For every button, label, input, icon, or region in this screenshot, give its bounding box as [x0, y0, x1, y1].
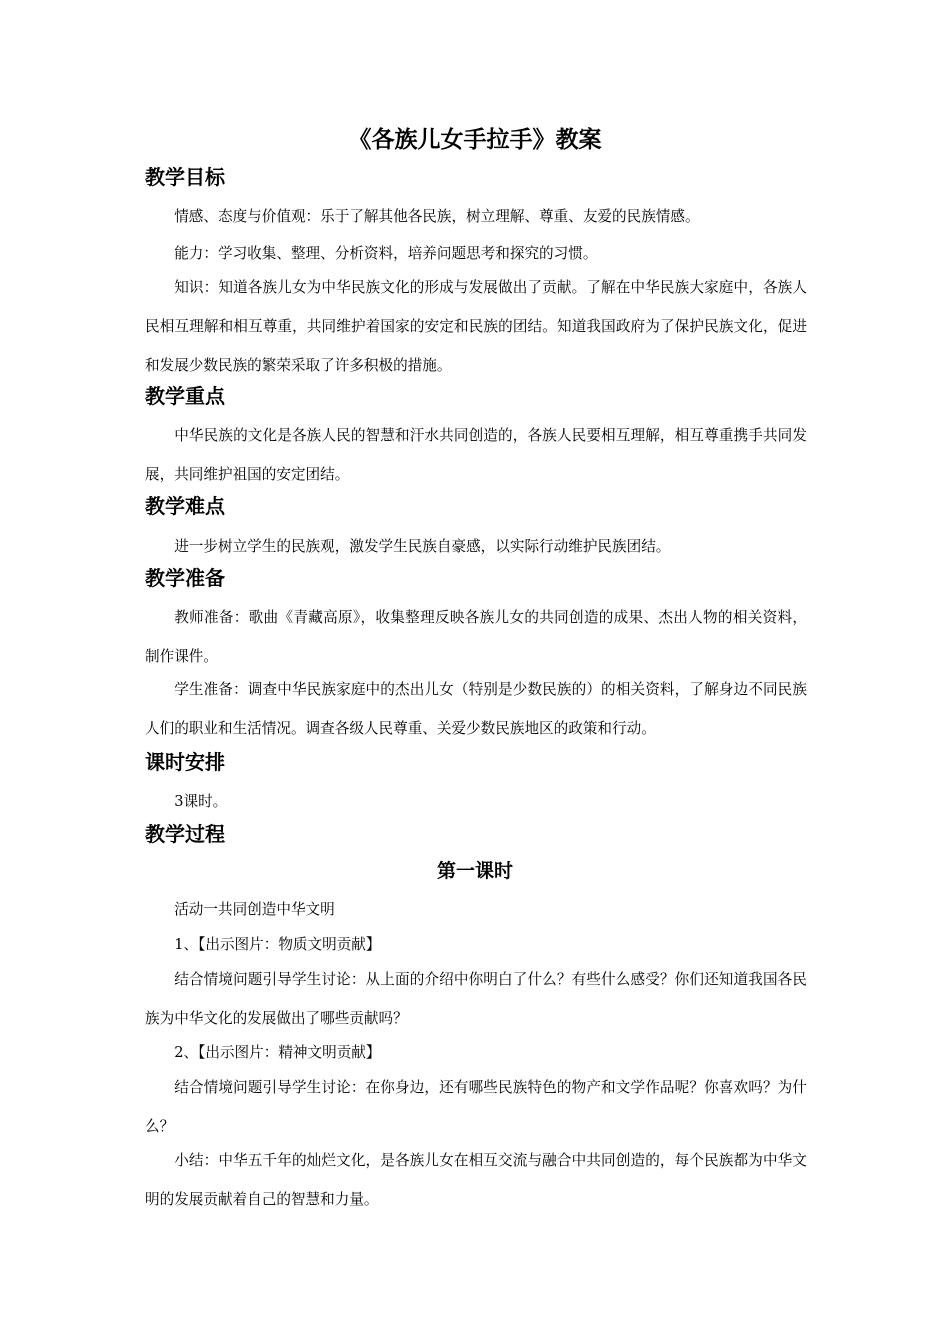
paragraph-objectives-knowledge: 知识：知道各族儿女为中华民族文化的形成与发展做出了贡献。了解在中华民族大家庭中，各族人民相互理解和相互尊重，共同维护着国家的安定和民族的团结。知道我国政府为了保护民族文化，促进和发展少数民族的繁荣采取了许多积极的措施。 — [145, 279, 807, 374]
paragraph-step-two: 2、【出示图片：精神文明贡献】 — [174, 1044, 381, 1061]
section-heading-key-points: 教学重点 — [145, 384, 225, 408]
section-heading-schedule: 课时安排 — [145, 750, 225, 774]
document-title: 《各族儿女手拉手》教案 — [348, 127, 602, 153]
paragraph-step-one: 1、【出示图片：物质文明贡献】 — [174, 936, 381, 953]
paragraph-discussion-one: 结合情境问题引导学生讨论：从上面的介绍中你明白了什么？有些什么感受？你们还知道我国各民族为中华文化的发展做出了哪些贡献吗？ — [145, 971, 807, 1027]
paragraph-objectives-attitude: 情感、态度与价值观：乐于了解其他各民族，树立理解、尊重、友爱的民族情感。 — [174, 208, 700, 225]
paragraph-summary: 小结：中华五千年的灿烂文化，是各族儿女在相互交流与融合中共同创造的，每个民族都为中华文明的发展贡献着自己的智慧和力量。 — [145, 1152, 807, 1208]
paragraph-preparation-teacher: 教师准备：歌曲《青藏高原》，收集整理反映各族儿女的共同创造的成果、杰出人物的相关资料，制作课件。 — [145, 609, 807, 665]
paragraph-schedule: 3课时。 — [174, 793, 228, 810]
section-heading-difficulties: 教学难点 — [145, 494, 225, 518]
paragraph-objectives-ability: 能力：学习收集、整理、分析资料，培养问题思考和探究的习惯。 — [174, 245, 598, 262]
paragraph-key-points: 中华民族的文化是各族人民的智慧和汗水共同创造的，各族人民要相互理解，相互尊重携手共同发展，共同维护祖国的安定团结。 — [145, 427, 807, 483]
section-heading-objectives: 教学目标 — [145, 165, 225, 189]
paragraph-difficulties: 进一步树立学生的民族观，激发学生民族自豪感，以实际行动维护民族团结。 — [174, 538, 671, 555]
lesson-title: 第一课时 — [436, 860, 513, 882]
paragraph-activity-one: 活动一共同创造中华文明 — [174, 901, 335, 918]
paragraph-discussion-two: 结合情境问题引导学生讨论：在你身边，还有哪些民族特色的物产和文学作品呢？你喜欢吗？为什么？ — [145, 1079, 807, 1135]
section-heading-preparation: 教学准备 — [145, 566, 225, 590]
paragraph-preparation-student: 学生准备：调查中华民族家庭中的杰出儿女（特别是少数民族的）的相关资料，了解身边不同民族人们的职业和生活情况。调查各级人民尊重、关爱少数民族地区的政策和行动。 — [145, 681, 807, 737]
section-heading-process: 教学过程 — [145, 822, 225, 846]
